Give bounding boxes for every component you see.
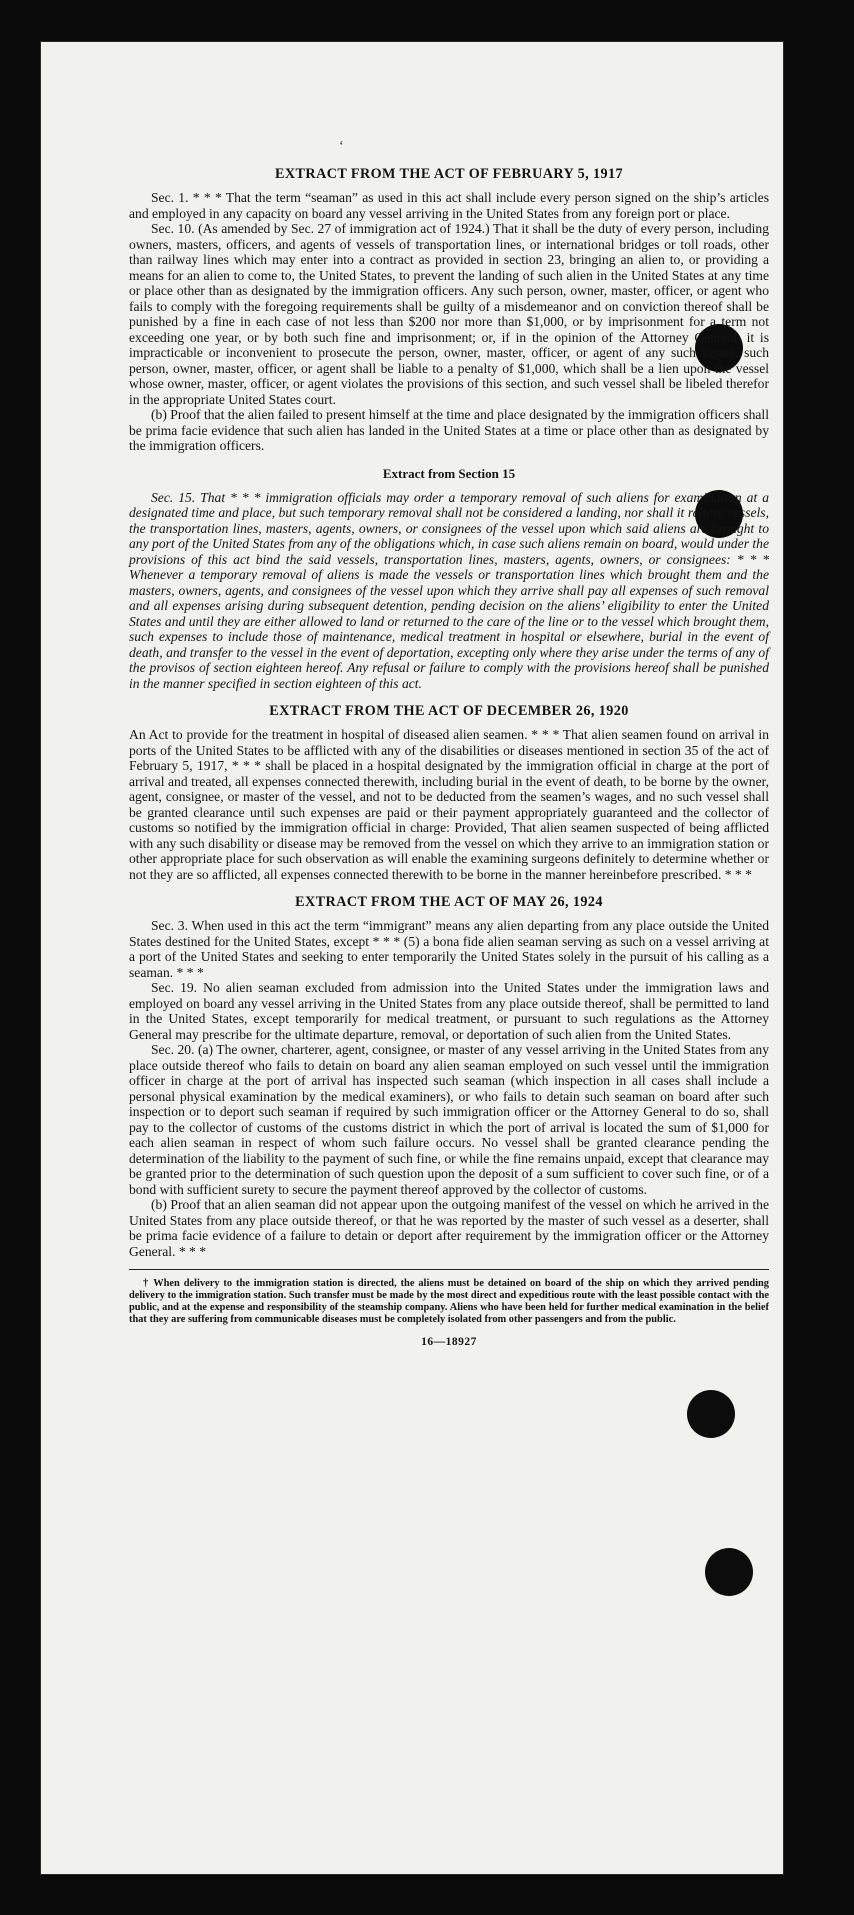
heading-act-1924: EXTRACT FROM THE ACT OF MAY 26, 1924 — [295, 894, 603, 910]
footnote — [129, 1278, 769, 1326]
paragraph-sec-3: Sec. 3. When used in this act the term “immigrant” means any alien departing from any place outside the United States destined for the United States, except * * * (5) a bona fide alien seaman serving as such on a vessel arriving at a port of the United States and seeking to enter temporarily the United States solely in the pursuit of his calling as a seaman. * * * — [129, 918, 769, 980]
document-page — [41, 42, 783, 1874]
paragraph-sec-15: Sec. 15. That * * * immigration officials may order a temporary removal of such aliens for examination at a designated time and place, but such temporary removal shall not be considered a landing, nor shall it relieve vessels, the transportation lines, masters, agents, owners, or consignees of the vessel upon which said aliens are brought to any port of the United States from any of the obligations which, in case such aliens remain on board, would under the provisions of this act bind the said vessels, transportation lines, masters, agents, owners, or consignees: * * * Whenever a temporary removal of aliens is made the vessels or transportation lines which brought them and the masters, owners, agents, and consignees of the vessel upon which they arrive shall pay all expenses of such removal and all expenses arising during subsequent detention, pending decision on the aliens’ eligibility to enter the United States and until they are either allowed to land or returned to the care of the line or to the vessel which brought them, such expenses to include those of maintenance, medical treatment in hospital or elsewhere, burial in the event of death, and transfer to the vessel in the event of deportation, excepting only where they arise under the terms of any of the provisos of section eighteen hereof. Any refusal or failure to comply with the provisions hereof shall be punished in the manner specified in section eighteen of this act. — [129, 489, 769, 691]
document-body — [129, 164, 769, 1348]
heading-section-15: Extract from Section 15 — [382, 465, 516, 481]
paragraph-sec-1: Sec. 1. * * * That the term “seaman” as used in this act shall include every person signed on the ship’s articles and employed in any capacity on board any vessel arriving in the United States from any foreign port or place. — [129, 190, 769, 221]
paragraph-sec-20a: Sec. 20. (a) The owner, charterer, agent, consignee, or master of any vessel arriving in the United States from any place outside thereof who fails to detain on board any alien seaman employed on such vessel until the immigration officer in charge at the port of arrival has inspected such seaman (which inspection in all cases shall include a personal physical examination by the medical examiners), or who fails to detain such seaman on board after such inspection or to deport such seaman if required by such immigration officer or the Attorney General to do so, shall pay to the collector of customs of the customs district in which the port of arrival is located the sum of $1,000 for each alien seaman in respect of whom such failure occurs. No vessel shall be granted clearance pending the determination of the liability to the payment of such fine, or while the fine remains unpaid, except that clearance may be granted prior to the determination of such question upon the deposit of a sum sufficient to cover such fine, or of a bond with sufficient surety to secure the payment thereof approved by the collector of customs. — [129, 1042, 769, 1197]
heading-act-1920: EXTRACT FROM THE ACT OF DECEMBER 26, 1920 — [269, 703, 629, 719]
heading-act-1917: EXTRACT FROM THE ACT OF FEBRUARY 5, 1917 — [275, 166, 623, 182]
paragraph-sec-19: Sec. 19. No alien seaman excluded from admission into the United States under the immigration laws and employed on board any vessel arriving in the United States from any place outside thereof, shall be permitted to land in the United States, except temporarily for medical treatment, or pursuant to such regulations as the Attorney General may prescribe for the ultimate departure, removal, or deportation of such alien from the United States. — [129, 980, 769, 1042]
punch-hole-4 — [705, 1548, 753, 1596]
paragraph-sec-20b: (b) Proof that an alien seaman did not appear upon the outgoing manifest of the vessel on which he arrived in the United States from any place outside thereof, or that he was reported by the master of such vessel as a deserter, shall be prima facie evidence of a failure to detain or deport after requirement by the immigration officer or the Attorney General. * * * — [129, 1197, 769, 1259]
footnote-text: † When delivery to the immigration station is directed, the aliens must be detained on board of the ship on which they arrived pending delivery to the immigration station. Such transfer must be made by the most direct and expeditious route with the least possible contact with the public, and at the expense and responsibility of the steamship company. Aliens who have been held for further medical examination in the belief that they are suffering from communicable diseases must be completely isolated from other passengers and from the public. — [129, 1278, 769, 1325]
paragraph-sec-10b: (b) Proof that the alien failed to present himself at the time and place designated by the immigration officers shall be prima facie evidence that such alien has landed in the United States at a time or place other than as designated by the immigration officers. — [129, 407, 769, 453]
paragraph-act-1920: An Act to provide for the treatment in hospital of diseased alien seamen. * * * That alien seamen found on arrival in ports of the United States to be afflicted with any of the disabilities or diseases mentioned in section 35 of the act of February 5, 1917, * * * shall be placed in a hospital designated by the immigration official in charge at the port of arrival and treated, all expenses connected therewith, including burial in the event of death, to be borne by the owner, agent, consignee, or master of the vessel, and not to be deducted from the seamen’s wages, and no such vessel shall be granted clearance until such expenses are paid or their payment appropriately guaranteed and the collector of customs so notified by the immigration official in charge: Provided, That alien seamen suspected of being afflicted with any such disability or disease may be removed from the vessel on which they arrive to an immigration station or other appropriate place for such observation as will enable the examining surgeons definitely to determine whether or not they are so afflicted, all expenses connected therewith to be borne in the manner hereinbefore prescribed. * * * — [129, 727, 769, 882]
footnote-divider — [129, 1269, 769, 1270]
paragraph-sec-10: Sec. 10. (As amended by Sec. 27 of immigration act of 1924.) That it shall be the duty of every person, including owners, masters, officers, and agents of vessels of transportation lines, or international bridges or toll roads, other than railway lines which may enter into a contract as provided in section 23, bringing an alien to, or providing a means for an alien to come to, the United States, to prevent the landing of such alien in the United States at any time or place other than as designated by the immigration officers. Any such person, owner, master, officer, or agent who fails to comply with the foregoing requirements shall be guilty of a misdemeanor and on conviction thereof shall be punished by a fine in each case of not less than $200 nor more than $1,000, or by imprisonment for a term not exceeding one year, or by both such fine and imprisonment; or, if in the opinion of the Attorney General, it is impracticable or inconvenient to prosecute the person, owner, master, officer, or agent of any such vessel, such person, owner, master, officer, or agent shall be liable to a penalty of $1,000, which shall be a lien upon the vessel whose owner, master, officer, or agent violates the provisions of this section, and such vessel shall be libeled therefor in the appropriate United States court. — [129, 221, 769, 407]
page-identifier: 16—18927 — [421, 1336, 477, 1348]
punch-hole-3 — [687, 1390, 735, 1438]
stray-mark: ‘ — [339, 139, 344, 154]
